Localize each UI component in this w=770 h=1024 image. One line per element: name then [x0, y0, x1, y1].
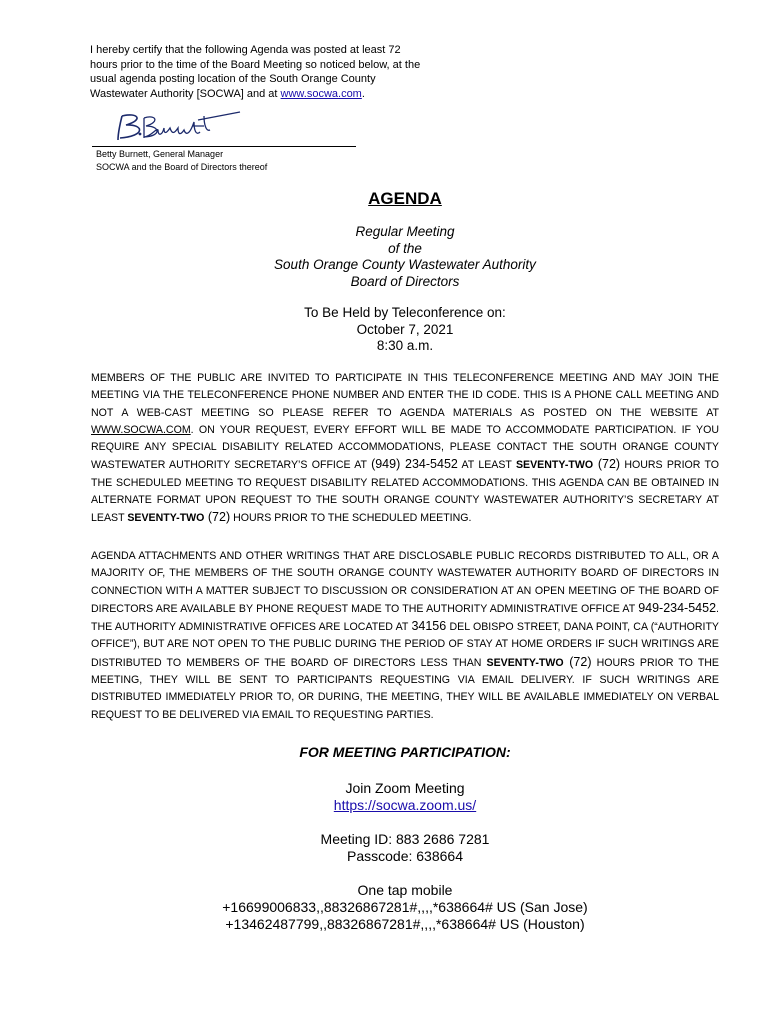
one-tap-san-jose: +16699006833,,88326867281#,,,,*638664# US (San Jose)	[222, 899, 588, 915]
public-participation-notice: MEMBERS OF THE PUBLIC ARE INVITED TO PARTICIPATE IN THIS TELECONFERENCE MEETING AND MAY JOIN THE MEETING VIA THE TELECONFERENCE PHONE NUMBER AND ENTER THE ID CODE. THIS IS A PHONE CALL MEETING AND NOT A WEB-CAST MEETING SO PLEASE REFER TO AGENDA MATERIALS AS POSTED ON THE WEBSITE AT WWW.SOCWA.COM. ON YOUR REQUEST, EVERY EFFORT WILL BE MADE TO ACCOMMODATE PARTICIPATION. IF YOU REQUIRE ANY SPECIAL DISABILITY RELATED ACCOMMODATIONS, PLEASE CONTACT THE SOUTH ORANGE COUNTY WASTEWATER AUTHORITY SECRETARY’S OFFICE AT (949) 234-5452 AT LEAST SEVENTY-TWO (72) HOURS PRIOR TO THE SCHEDULED MEETING TO REQUEST DISABILITY RELATED ACCOMMODATIONS. THIS AGENDA CAN BE OBTAINED IN ALTERNATE FORMAT UPON REQUEST TO THE SOUTH ORANGE COUNTY WASTEWATER AUTHORITY’S SECRETARY AT LEAST SEVENTY-TWO (72) HOURS PRIOR TO THE SCHEDULED MEETING.	[91, 372, 719, 525]
website-link[interactable]: WWW.SOCWA.COM	[91, 423, 191, 436]
agenda-title: AGENDA	[368, 189, 442, 208]
one-tap-label: One tap mobile	[357, 882, 453, 898]
signer-info	[96, 148, 267, 173]
held-by: To Be Held by Teleconference on:	[304, 305, 506, 320]
signer-organization: SOCWA and the Board of Directors thereof	[96, 161, 268, 172]
secretary-phone: (949) 234-5452	[371, 457, 458, 472]
meeting-type: Regular Meeting	[355, 224, 455, 239]
meeting-schedule	[0, 305, 770, 355]
zoom-link[interactable]: https://socwa.zoom.us/	[333, 797, 477, 813]
meeting-time: 8:30 a.m.	[376, 338, 434, 353]
signature-image	[100, 110, 260, 146]
public-records-notice: AGENDA ATTACHMENTS AND OTHER WRITINGS THAT ARE DISCLOSABLE PUBLIC RECORDS DISTRIBUTED TO ALL, OR A MAJORITY OF, THE MEMBERS OF THE SOUTH ORANGE COUNTY WASTEWATER AUTHORITY BOARD OF DIRECTORS IN CONNECTION WITH A MATTER SUBJECT TO DISCUSSION OR CONSIDERATION AT AN OPEN MEETING OF THE BOARD OF DIRECTORS ARE AVAILABLE BY PHONE REQUEST MADE TO THE AUTHORITY ADMINISTRATIVE OFFICE AT 949-234-5452. THE AUTHORITY ADMINISTRATIVE OFFICES ARE LOCATED AT 34156 DEL OBISPO STREET, DANA POINT, CA (“AUTHORITY OFFICE”), BUT ARE NOT OPEN TO THE PUBLIC DURING THE PERIOD OF STAY AT HOME ORDERS IF SUCH WRITINGS ARE DISTRIBUTED TO MEMBERS OF THE BOARD OF DIRECTORS LESS THAN SEVENTY-TWO (72) HOURS PRIOR TO THE MEETING, THEY WILL BE SENT TO PARTICIPANTS REQUESTING VIA EMAIL DELIVERY. IF SUCH WRITINGS ARE DISTRIBUTED IMMEDIATELY PRIOR TO, OR DURING, THE MEETING, THEY WILL BE AVAILABLE IMMEDIATELY ON VERBAL REQUEST TO BE DELIVERED VIA EMAIL TO REQUESTING PARTIES.	[91, 550, 720, 721]
meeting-info	[0, 224, 770, 290]
socwa-website-link[interactable]: www.socwa.com	[280, 87, 362, 100]
authority-name: South Orange County Wastewater Authority	[274, 257, 536, 272]
participation-heading: FOR MEETING PARTICIPATION:	[299, 744, 511, 760]
board-name: Board of Directors	[350, 273, 460, 289]
office-phone: 949-234-5452	[638, 600, 717, 615]
meeting-date: October 7, 2021	[356, 321, 454, 337]
join-zoom-label: Join Zoom Meeting	[345, 780, 465, 796]
certification-text: I hereby certify that the following Agenda was posted at least 72 hours prior to the time of the Board Meeting so noticed below, at the usual agenda posting location of the South Orange County Wastewater Authority [SOCWA] and at	[90, 44, 421, 100]
zoom-details	[0, 780, 770, 933]
meeting-of: of the	[388, 240, 422, 256]
meeting-id: Meeting ID: 883 2686 7281	[320, 831, 490, 847]
signer-name: Betty Burnett, General Manager	[96, 149, 224, 159]
signature-line	[92, 146, 356, 147]
one-tap-houston: +13462487799,,88326867281#,,,,*638664# US (Houston)	[225, 916, 585, 932]
passcode: Passcode: 638664	[347, 848, 463, 864]
certification-statement: I hereby certify that the following Agenda was posted at least 72 hours prior to the time of the Board Meeting so noticed below, at the usual agenda posting location of the South Orange County Wastewater Authority [SOCWA] and at www.socwa.com.	[90, 44, 421, 100]
